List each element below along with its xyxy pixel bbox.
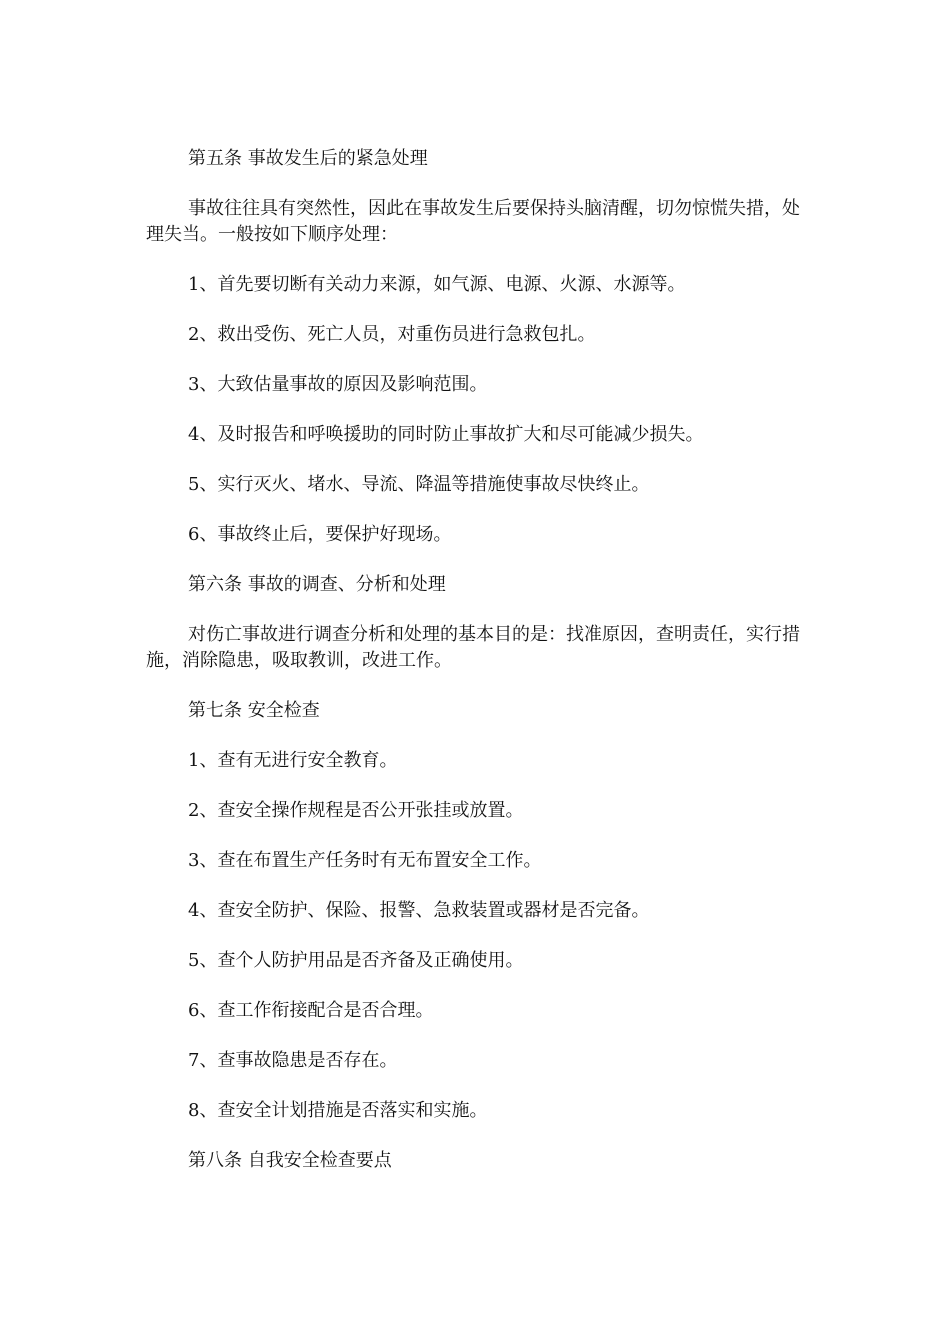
- paragraph-intro: 事故往往具有突然性，因此在事故发生后要保持头脑清醒，切勿惊慌失措，处理失当。一般按如下顺序处理：: [146, 198, 800, 245]
- list-item: 2、查安全操作规程是否公开张挂或放置。: [188, 800, 524, 821]
- list-item: 3、查在布置生产任务时有无布置安全工作。: [188, 850, 542, 871]
- list-item: 6、查工作衔接配合是否合理。: [188, 1000, 434, 1021]
- section-heading-7: 第七条 安全检查: [188, 700, 320, 721]
- section-heading-8: 第八条 自我安全检查要点: [188, 1150, 392, 1171]
- list-item: 5、实行灭火、堵水、导流、降温等措施使事故尽快终止。: [188, 474, 650, 495]
- list-item: 4、及时报告和呼唤援助的同时防止事故扩大和尽可能减少损失。: [188, 424, 704, 445]
- list-item: 1、查有无进行安全教育。: [188, 750, 398, 771]
- paragraph-purpose: 对伤亡事故进行调查分析和处理的基本目的是：找准原因，查明责任，实行措施，消除隐患，吸取教训，改进工作。: [146, 624, 800, 671]
- list-item: 5、查个人防护用品是否齐备及正确使用。: [188, 950, 524, 971]
- list-item: 4、查安全防护、保险、报警、急救装置或器材是否完备。: [188, 900, 650, 921]
- section-heading-5: 第五条 事故发生后的紧急处理: [188, 148, 428, 169]
- list-item: 8、查安全计划措施是否落实和实施。: [188, 1100, 488, 1121]
- section-heading-6: 第六条 事故的调查、分析和处理: [188, 574, 446, 595]
- list-item: 7、查事故隐患是否存在。: [188, 1050, 398, 1071]
- list-item: 3、大致估量事故的原因及影响范围。: [188, 374, 488, 395]
- list-item: 6、事故终止后，要保护好现场。: [188, 524, 452, 545]
- list-item: 1、首先要切断有关动力来源，如气源、电源、火源、水源等。: [188, 274, 686, 295]
- list-item: 2、救出受伤、死亡人员，对重伤员进行急救包扎。: [188, 324, 596, 345]
- document-body: [146, 146, 806, 1198]
